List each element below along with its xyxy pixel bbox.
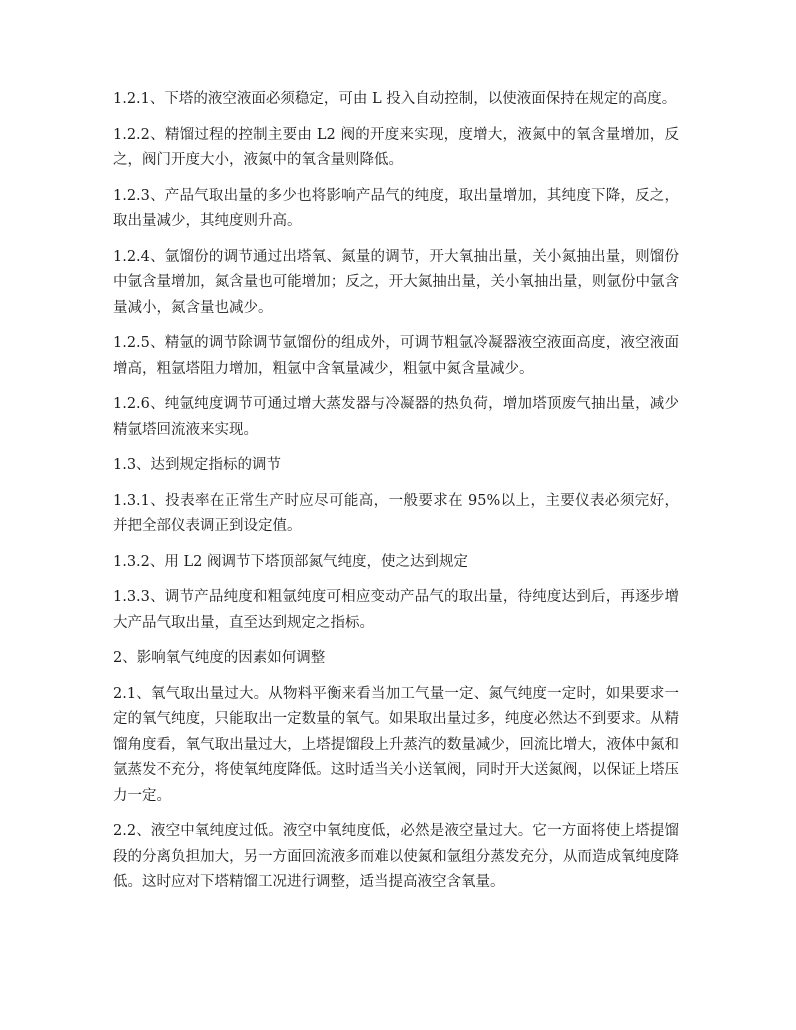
paragraph-1-3-2: 1.3.2、用 L2 阀调节下塔顶部氮气纯度，使之达到规定 (113, 553, 468, 570)
paragraph-2-2: 2.2、液空中氧纯度过低。液空中氧纯度低，必然是液空量过大。它一方面将使上塔提馏段的分离负担加大，另一方面回流液多而难以使氮和氩组分蒸发充分，从而造成氧纯度降低。这时应对下塔精馏工况进行调整，适当提高液空含氧量。 (113, 823, 679, 890)
section-heading-1-3: 1.3、达到规定指标的调节 (113, 457, 282, 473)
paragraph-1-3-3: 1.3.3、调节产品纯度和粗氩纯度可相应变动产品气的取出量，待纯度达到后，再逐步增大产品气取出量，直至达到规定之指标。 (113, 589, 679, 631)
paragraph-1-3-1: 1.3.1、投表率在正常生产时应尽可能高，一般要求在 95%以上，主要仪表必须完好，并把全部仪表调正到设定值。 (113, 492, 679, 534)
paragraph-1-2-4: 1.2.4、氩馏份的调节通过出塔氧、氮量的调节，开大氧抽出量，关小氮抽出量，则馏份中氩含量增加，氮含量也可能增加；反之，开大氮抽出量，关小氧抽出量，则氩份中氩含量减小，氮含量也减少。 (113, 248, 679, 316)
paragraph-1-2-1: 1.2.1、下塔的液空液面必须稳定，可由 L 投入自动控制，以使液面保持在规定的高度。 (113, 91, 677, 107)
document-page (113, 87, 679, 906)
paragraph-1-2-6: 1.2.6、纯氩纯度调节可通过增大蒸发器与冷凝器的热负荷，增加塔顶废气抽出量，减少精氩塔回流液来实现。 (113, 396, 679, 438)
paragraph-1-2-5: 1.2.5、精氩的调节除调节氩馏份的组成外，可调节粗氩冷凝器液空液面高度，液空液面增高，粗氩塔阻力增加，粗氩中含氧量减少，粗氩中氮含量减少。 (113, 335, 679, 377)
paragraph-1-2-3: 1.2.3、产品气取出量的多少也将影响产品气的纯度，取出量增加，其纯度下降，反之，取出量减少，其纯度则升高。 (113, 187, 679, 229)
paragraph-2-1: 2.1、氧气取出量过大。从物料平衡来看当加工气量一定、氮气纯度一定时，如果要求一定的氧气纯度，只能取出一定数量的氧气。如果取出量过多，纯度必然达不到要求。从精馏角度看，氧气取出量过大，上塔提馏段上升蒸汽的数量减少，回流比增大，液体中氮和氩蒸发不充分，将使氧纯度降低。这时适当关小送氧阀，同时开大送氮阀，以保证上塔压力一定。 (113, 685, 679, 804)
paragraph-1-2-2: 1.2.2、精馏过程的控制主要由 L2 阀的开度来实现，度增大，液氮中的氧含量增加，反之，阀门开度大小，液氮中的氧含量则降低。 (113, 126, 679, 168)
section-heading-2: 2、影响氧气纯度的因素如何调整 (113, 650, 326, 666)
